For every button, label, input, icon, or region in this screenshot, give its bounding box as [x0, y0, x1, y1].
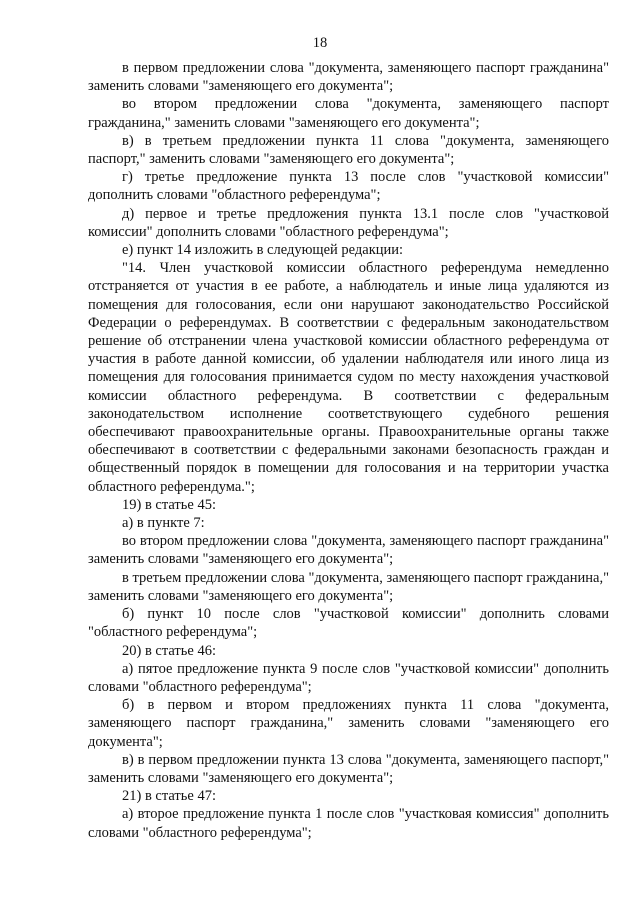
paragraph: во втором предложении слова "документа, заменяющего паспорт гражданина," заменить словами "заменяющего его документа";: [88, 96, 609, 131]
page-number: 18: [312, 35, 328, 51]
paragraph: в) в третьем предложении пункта 11 слова "документа, заменяющего паспорт," заменить словами "заменяющего его документа";: [88, 132, 609, 168]
paragraph: во втором предложении слова "документа, заменяющего паспорт гражданина" заменить словами "заменяющего его документа";: [88, 533, 609, 568]
quoted-paragraph: "14. Член участковой комиссии областного референдума немедленно отстраняется от участия в ее работе, а наблюдатель и иные лица удаляются из помещения для голосования, если они нарушают законодательство Российской Федерации о референдумах. В соответствии с федеральным законодательством решение об отстранении члена участковой комиссии областного референдума от участия в работе данной комиссии, об удалении наблюдателя или иного лица из помещения для голосования принимается судом по месту нахождения участковой комиссии областного референдума. В соответствии с федеральным законодательством исполнение соответствующего судебного решения обеспечивают правоохранительные органы. Правоохранительные органы также обеспечивают в соответствии с федеральными законами безопасность граждан и общественный порядок в помещении для голосования и на территории участка областного референдума.";: [88, 260, 609, 495]
paragraph: е) пункт 14 изложить в следующей редакции:: [122, 242, 404, 259]
paragraph: в) в первом предложении пункта 13 слова "документа, заменяющего паспорт," заменить словами "заменяющего его документа";: [88, 751, 609, 786]
paragraph: а) пятое предложение пункта 9 после слов "участковой комиссии" дополнить словами "областного референдума";: [88, 660, 609, 695]
paragraph: 19) в статье 45:: [122, 496, 216, 513]
paragraph: 21) в статье 47:: [122, 788, 216, 805]
paragraph: 20) в статье 46:: [122, 642, 216, 659]
paragraph: а) в пункте 7:: [122, 515, 205, 532]
paragraph: д) первое и третье предложения пункта 13.1 после слов "участковой комиссии" дополнить словами "областного референдума";: [88, 205, 609, 240]
paragraph: б) в первом и втором предложениях пункта 11 слова "документа, заменяющего паспорт гражданина," заменить словами "заменяющего его документа";: [88, 697, 609, 750]
paragraph: г) третье предложение пункта 13 после слов "участковой комиссии" дополнить словами "областного референдума";: [88, 169, 609, 204]
paragraph: в первом предложении слова "документа, заменяющего паспорт гражданина" заменить словами "заменяющего его документа";: [88, 60, 609, 95]
paragraph: в третьем предложении слова "документа, заменяющего паспорт гражданина," заменить словами "заменяющего его документа";: [88, 569, 609, 604]
document-body: [88, 59, 609, 842]
paragraph: а) второе предложение пункта 1 после слов "участковая комиссия" дополнить словами "областного референдума";: [88, 806, 609, 841]
paragraph: б) пункт 10 после слов "участковой комиссии" дополнить словами "областного референдума";: [88, 606, 609, 641]
